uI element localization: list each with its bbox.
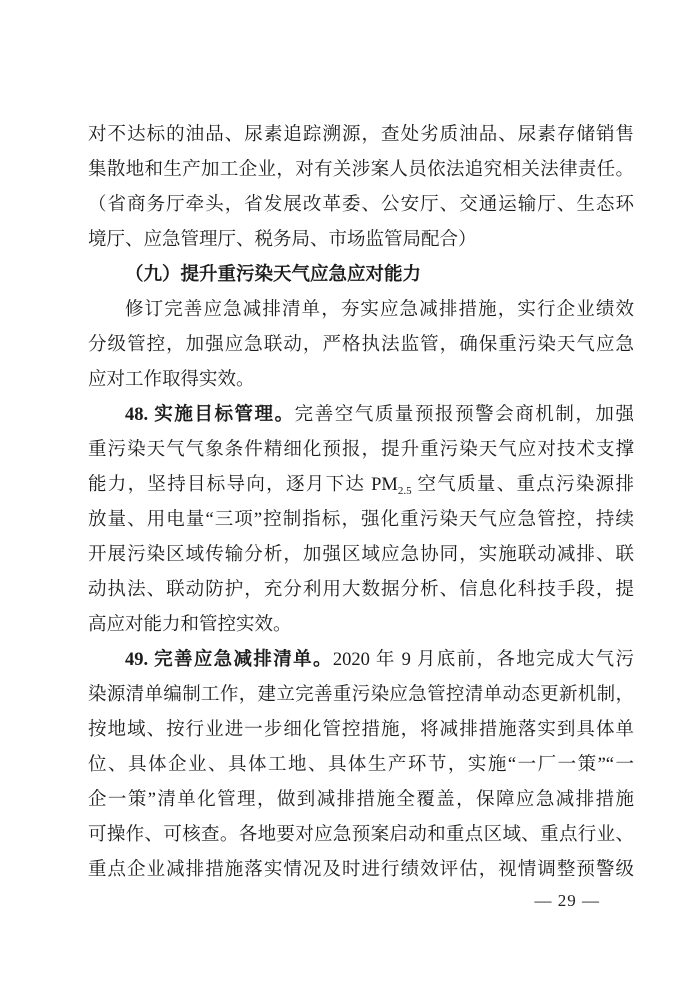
body-text-line: 集散地和生产加工企业，对有关涉案人员依法追究相关法律责任。 (88, 160, 634, 180)
body-text-line: 染源清单编制工作，建立完善重污染应急管控清单动态更新机制， (88, 685, 634, 705)
body-text-line (88, 398, 634, 433)
body-text-line: 分级管控，加强应急联动，严格执法监管，确保重污染天气应急 (88, 335, 634, 355)
body-text-line (88, 643, 634, 678)
document-text-block (88, 118, 634, 888)
body-text-line: 高应对能力和管控实效。 (88, 615, 292, 635)
section-heading-9: （九）提升重污染天气应急应对能力 (125, 265, 422, 285)
body-text-line (88, 468, 634, 503)
body-text-line: 可操作、可核查。各地要对应急预案启动和重点区域、重点行业、 (88, 825, 634, 845)
text-segment: 空气质量、重点污染源排 (411, 475, 634, 495)
body-text-line: 应对工作取得实效。 (88, 370, 255, 390)
text-segment: 2020 年 9 月底前，各地完成大气污 (332, 650, 634, 670)
body-text-line: （省商务厅牵头，省发展改革委、公安厅、交通运输厅、生态环 (88, 195, 634, 215)
pm25-subscript: 2.5 (397, 485, 412, 497)
body-text-line: 对不达标的油品、尿素追踪溯源，查处劣质油品、尿素存储销售 (88, 125, 634, 145)
body-text-line: 位、具体企业、具体工地、具体生产环节，实施“一厂一策”“一 (88, 755, 634, 775)
text-segment: 能力，坚持目标导向，逐月下达 PM (88, 475, 398, 495)
body-text-line: 按地域、按行业进一步细化管控措施，将减排措施落实到具体单 (88, 720, 634, 740)
item-49-number-title: 49. 完善应急减排清单。 (125, 650, 333, 670)
body-text-line: 开展污染区域传输分析，加强区域应急协同，实施联动减排、联 (88, 545, 634, 565)
body-text-line: 企一策”清单化管理，做到减排措施全覆盖，保障应急减排措施 (88, 790, 634, 810)
body-text-line: 修订完善应急减排清单，夯实应急减排措施，实行企业绩效 (125, 300, 634, 320)
body-text-line: 放量、用电量“三项”控制指标，强化重污染天气应急管控，持续 (88, 510, 634, 530)
body-text-line: 境厅、应急管理厅、税务局、市场监管局配合） (88, 230, 477, 250)
text-segment: 完善空气质量预报预警会商机制，加强 (294, 405, 634, 425)
item-48-number-title: 48. 实施目标管理。 (125, 405, 295, 425)
body-text-line: 重污染天气气象条件精细化预报，提升重污染天气应对技术支撑 (88, 440, 634, 460)
body-text-line: 动执法、联动防护，充分利用大数据分析、信息化科技手段，提 (88, 580, 634, 600)
body-text-line: 重点企业减排措施落实情况及时进行绩效评估，视情调整预警级 (88, 860, 634, 880)
page-number: — 29 — (534, 891, 600, 910)
